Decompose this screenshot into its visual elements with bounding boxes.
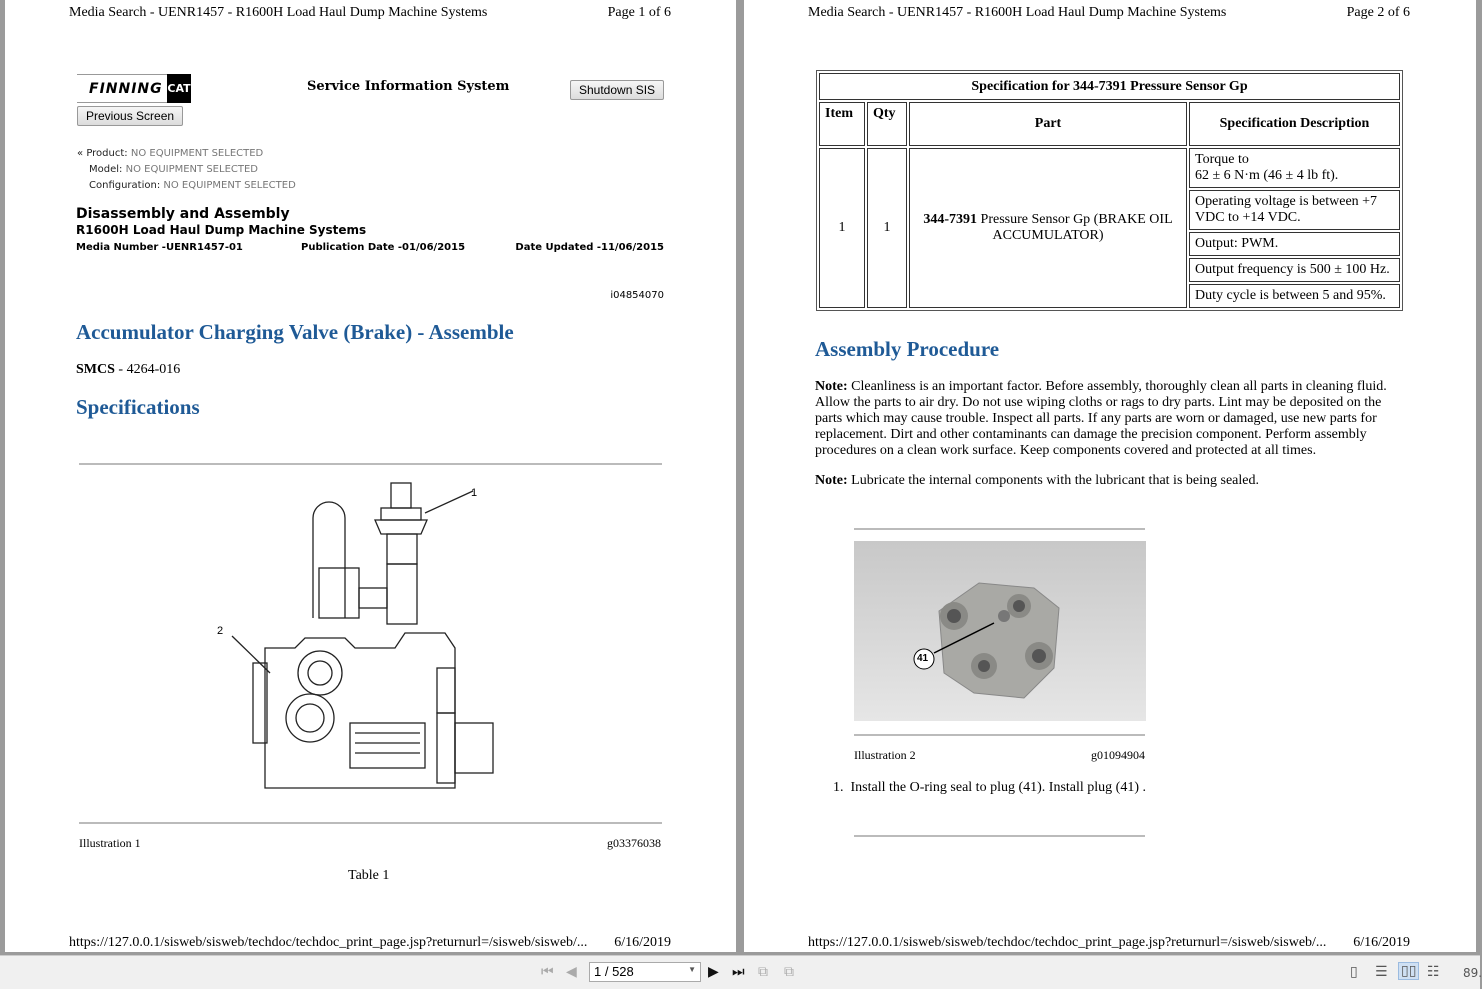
previous-page-icon[interactable]: ◀: [566, 964, 577, 980]
plug-photo: [854, 541, 1146, 721]
collapse-icon[interactable]: «: [77, 148, 84, 159]
illustration-label: Illustration 2: [854, 748, 916, 762]
single-page-view-icon[interactable]: ▯: [1350, 964, 1358, 980]
product-value: NO EQUIPMENT SELECTED: [130, 148, 264, 159]
page-number-input[interactable]: [589, 962, 701, 982]
model-label: Model:: [89, 164, 123, 175]
last-page-icon[interactable]: ⏭: [732, 964, 745, 980]
table-title: Specification for 344-7391 Pressure Sensor Gp: [819, 73, 1400, 100]
spec-output: Output: PWM.: [1189, 232, 1400, 256]
next-page-icon[interactable]: ▶: [708, 964, 719, 980]
footer-date: 6/16/2019: [1353, 935, 1410, 950]
sis-title: Service Information System: [307, 79, 510, 94]
dropdown-arrow-icon[interactable]: ▼: [688, 965, 696, 974]
page-header-title: Media Search - UENR1457 - R1600H Load Haul Dump Machine Systems: [808, 5, 1227, 20]
smcs-code: [76, 362, 180, 378]
spec-frequency: Output frequency is 500 ± 100 Hz.: [1189, 258, 1400, 282]
pdf-page-2: [744, 0, 1476, 952]
note-text: Cleanliness is an important factor. Before assembly, thoroughly clean all parts in cleaning fluid. Allow the parts to air dry. Do not use wiping cloths or rags to dry parts. Lint may be deposited on the parts which may cause trouble. Inspect all parts. If any parts are worn or damaged, use new parts for replacement. Dirt and other contaminants can damage the precision component. Perform assembly procedures on a clean work surface. Keep components covered and protected at all times.: [815, 379, 1387, 458]
callout-41: 41: [917, 653, 929, 664]
logo-cat: CAT: [167, 74, 191, 103]
step-text: Install the O-ring seal to plug (41). Install plug (41) .: [850, 780, 1146, 795]
paste-page-icon[interactable]: ⧉: [784, 964, 794, 980]
media-number: Media Number -UENR1457-01: [76, 242, 243, 253]
note-text: Lubricate the internal components with the lubricant that is being sealed.: [847, 473, 1259, 488]
illustration-id: g01094904: [1091, 748, 1145, 762]
config-value: NO EQUIPMENT SELECTED: [163, 180, 296, 191]
previous-screen-button[interactable]: Previous Screen: [77, 106, 183, 126]
model-value: NO EQUIPMENT SELECTED: [125, 164, 258, 175]
specifications-heading: Specifications: [76, 395, 200, 419]
step-number: 1.: [833, 780, 844, 795]
specification-table: [816, 70, 1403, 311]
note-lubricate: [815, 473, 1405, 489]
footer-url: https://127.0.0.1/sisweb/sisweb/techdoc/techdoc_print_page.jsp?returnurl=/sisweb/sisweb/...: [69, 935, 588, 950]
part-number: 344-7391: [923, 212, 978, 227]
doc-id: i04854070: [610, 290, 664, 301]
logo-text: FINNING: [89, 81, 163, 97]
pdf-viewer-toolbar: [0, 955, 1480, 989]
part-desc: Pressure Sensor Gp (BRAKE OIL ACCUMULATOR): [977, 212, 1173, 243]
header-qty: Qty: [867, 102, 907, 146]
header-item: Item: [819, 102, 865, 146]
valve-illustration: [205, 478, 505, 818]
pdf-page-1: [5, 0, 736, 952]
footer-url: https://127.0.0.1/sisweb/sisweb/techdoc/techdoc_print_page.jsp?returnurl=/sisweb/sisweb/...: [808, 935, 1327, 950]
spec-voltage: Operating voltage is between +7 VDC to +14 VDC.: [1189, 190, 1400, 230]
spec-text: 62 ± 6 N·m (46 ± 4 lb ft).: [1195, 168, 1339, 183]
finning-cat-logo: [77, 74, 191, 103]
two-page-view-icon[interactable]: ▯▯: [1398, 962, 1419, 980]
page-title: Accumulator Charging Valve (Brake) - Assemble: [76, 320, 514, 344]
callout-2: 2: [217, 625, 224, 637]
divider: [854, 835, 1145, 837]
spec-torque: [1189, 148, 1400, 188]
divider: [79, 822, 662, 824]
page-field-value: 1 / 528: [594, 964, 634, 979]
spec-text: Torque to: [1195, 152, 1249, 167]
copy-page-icon[interactable]: ⧉: [758, 964, 768, 980]
smcs-value: - 4264-016: [114, 362, 181, 377]
divider: [854, 528, 1145, 530]
config-label: Configuration:: [89, 180, 161, 191]
header-part: Part: [909, 102, 1187, 146]
spec-duty-cycle: Duty cycle is between 5 and 95%.: [1189, 284, 1400, 308]
callout-1: 1: [471, 487, 478, 499]
zoom-level[interactable]: 89.: [1463, 966, 1482, 980]
note-label: Note:: [815, 379, 848, 394]
equipment-info: [77, 146, 296, 194]
doc-type: Disassembly and Assembly: [76, 206, 290, 222]
assembly-procedure-heading: Assembly Procedure: [815, 337, 1000, 361]
note-label: Note:: [815, 473, 848, 488]
cell-qty: 1: [867, 148, 907, 308]
doc-machine: R1600H Load Haul Dump Machine Systems: [76, 223, 367, 237]
cell-item: 1: [819, 148, 865, 308]
note-cleanliness: [815, 379, 1405, 459]
divider: [79, 463, 662, 465]
date-updated: Date Updated -11/06/2015: [515, 242, 664, 253]
two-page-continuous-icon[interactable]: ☷: [1427, 964, 1440, 980]
illustration-label: Illustration 1: [79, 836, 141, 850]
page-number: Page 1 of 6: [607, 5, 671, 20]
page-number: Page 2 of 6: [1346, 5, 1410, 20]
footer-date: 6/16/2019: [614, 935, 671, 950]
illustration-id: g03376038: [607, 836, 661, 850]
step-1: [833, 780, 1146, 796]
shutdown-sis-button[interactable]: Shutdown SIS: [570, 80, 664, 100]
divider: [854, 734, 1145, 736]
product-label: Product:: [86, 148, 128, 159]
continuous-view-icon[interactable]: ☰: [1375, 964, 1388, 980]
header-spec-desc: Specification Description: [1189, 102, 1400, 146]
smcs-label: SMCS: [76, 362, 115, 377]
page-header-title: Media Search - UENR1457 - R1600H Load Haul Dump Machine Systems: [69, 5, 488, 20]
cell-part: [909, 148, 1187, 308]
table-caption: Table 1: [348, 868, 390, 883]
first-page-icon[interactable]: ⏮: [541, 964, 554, 980]
publication-date: Publication Date -01/06/2015: [301, 242, 466, 253]
